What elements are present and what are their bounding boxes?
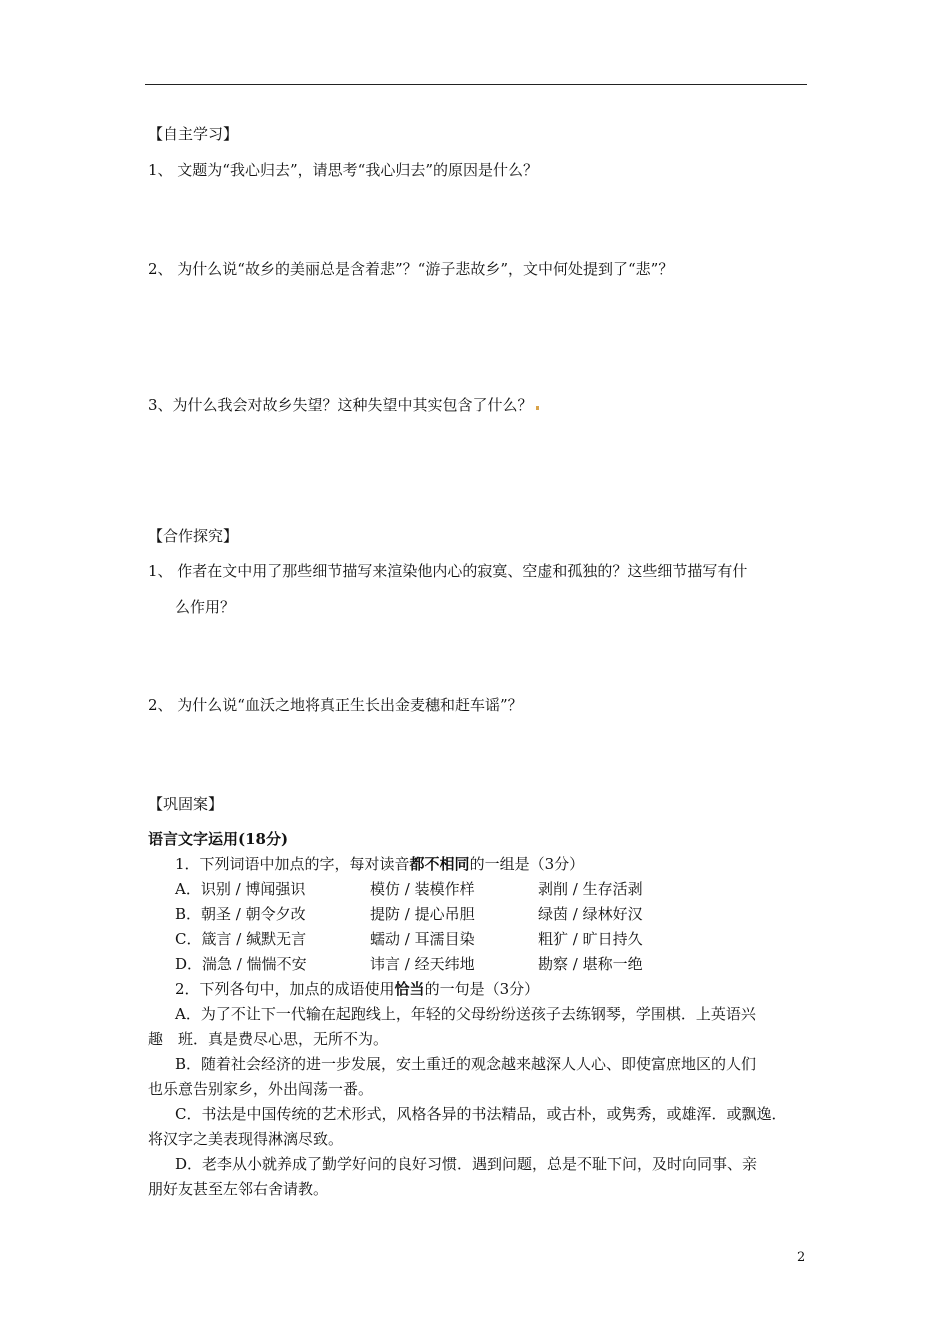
self-study-question-2: 2、 为什么说“故乡的美丽总是含着悲”？“游子悲故乡”，文中何处提到了“悲”？ bbox=[148, 260, 674, 278]
self-study-heading: 【自主学习】 bbox=[148, 125, 239, 143]
self-study-question-1: 1、 文题为“我心归去”，请思考“我心归去”的原因是什么？ bbox=[148, 161, 538, 179]
exercise-2-option-c-line-2: 将汉字之美表现得淋漓尽致。 bbox=[148, 1130, 344, 1148]
cooperate-question-1-line-1: 1、 作者在文中用了那些细节描写来渲染他内心的寂寞、空虚和孤独的？这些细节描写有什 bbox=[148, 562, 748, 580]
exercise-1-option-a-col-3: 剥削 / 生存活剥 bbox=[538, 880, 643, 898]
annotation-mark bbox=[536, 406, 539, 410]
exercise-2-stem: 2．下列各句中，加点的成语使用恰当的一句是（3分） bbox=[175, 980, 540, 998]
exercise-2-option-a-line-1: A．为了不让下一代输在起跑线上，年轻的父母纷纷送孩子去练钢琴，学围棋．上英语兴 bbox=[175, 1005, 756, 1023]
self-study-question-3: 3、为什么我会对故乡失望？这种失望中其实包含了什么？ bbox=[148, 398, 539, 413]
exercise-1-option-d-col-1: D．湍急 / 惴惴不安 bbox=[175, 955, 307, 973]
cooperate-question-1-line-2: 么作用？ bbox=[175, 598, 236, 616]
cooperate-heading: 【合作探究】 bbox=[148, 527, 239, 545]
exercise-1-option-c-col-3: 粗犷 / 旷日持久 bbox=[538, 930, 643, 948]
exercise-1-option-a-col-1: A．识别 / 博闻强识 bbox=[175, 880, 306, 898]
exercise-2-option-b-line-2: 也乐意告别家乡，外出闯荡一番。 bbox=[148, 1080, 374, 1098]
header-rule bbox=[145, 84, 807, 85]
exercise-2-option-b-line-1: B．随着社会经济的进一步发展，安土重迁的观念越来越深人人心、即使富庶地区的人们 bbox=[175, 1055, 757, 1073]
exercise-2-option-d-line-1: D．老李从小就养成了勤学好问的良好习惯．遇到问题，总是不耻下问，及时向同事、亲 bbox=[175, 1155, 758, 1173]
exercise-1-option-b-col-3: 绿茵 / 绿林好汉 bbox=[538, 905, 643, 923]
consolidate-heading: 【巩固案】 bbox=[148, 795, 224, 813]
exercise-2-option-c-line-1: C．书法是中国传统的艺术形式，风格各异的书法精品，或古朴，或隽秀，或雄浑．或飘逸． bbox=[175, 1105, 787, 1123]
exercise-1-option-d-col-3: 勘察 / 堪称一绝 bbox=[538, 955, 643, 973]
exercise-2-option-a-line-2: 趣 班．真是费尽心思，无所不为。 bbox=[148, 1030, 389, 1048]
cooperate-question-2: 2、 为什么说“血沃之地将真正生长出金麦穗和赶车谣”？ bbox=[148, 696, 523, 714]
exercise-1-option-b-col-2: 提防 / 提心吊胆 bbox=[370, 905, 475, 923]
exercise-1-option-c-col-1: C．箴言 / 缄默无言 bbox=[175, 930, 307, 948]
page-number: 2 bbox=[797, 1250, 806, 1265]
exercise-1-stem: 1．下列词语中加点的字，每对读音都不相同的一组是（3分） bbox=[175, 855, 585, 873]
exercise-1-option-b-col-1: B．朝圣 / 朝令夕改 bbox=[175, 905, 306, 923]
exercise-1-option-c-col-2: 蠕动 / 耳濡目染 bbox=[370, 930, 475, 948]
exercise-2-option-d-line-2: 朋好友甚至左邻右舍请教。 bbox=[148, 1180, 329, 1198]
exercise-1-option-d-col-2: 讳言 / 经天纬地 bbox=[370, 955, 475, 973]
exercise-1-option-a-col-2: 模仿 / 装模作样 bbox=[370, 880, 475, 898]
language-usage-subheading: 语言文字运用(18分) bbox=[148, 830, 289, 848]
